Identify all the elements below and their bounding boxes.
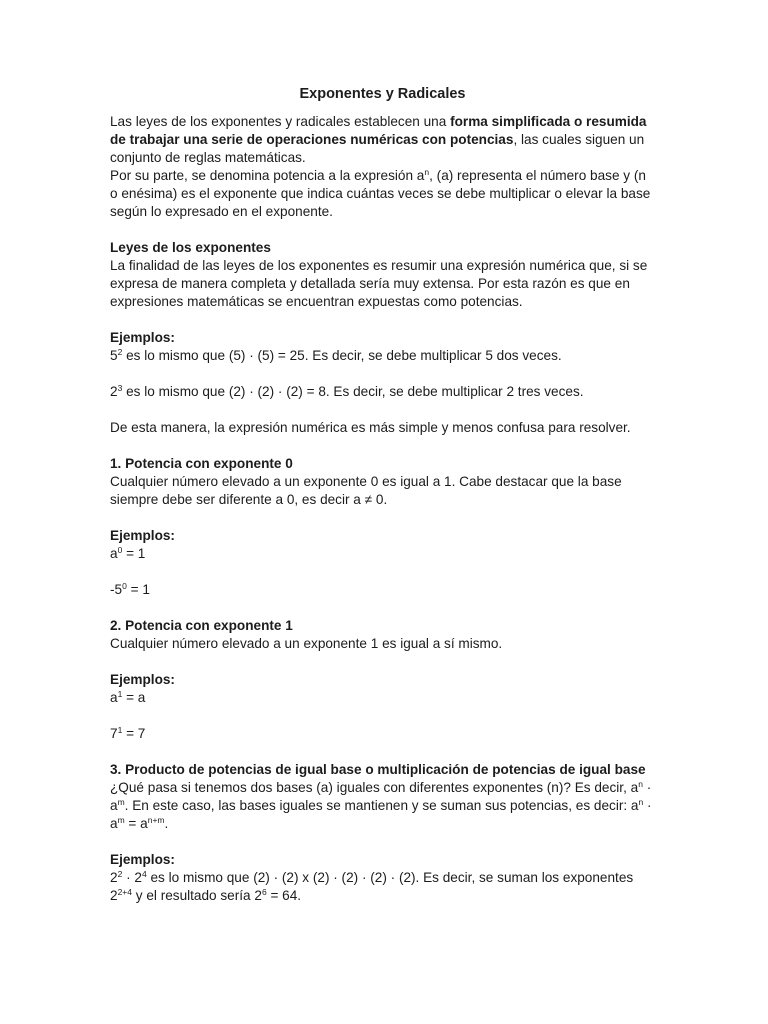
leyes-conclusion: De esta manera, la expresión numérica es más simple y menos confusa para resolver. (110, 420, 631, 435)
document-title: Exponentes y Radicales (299, 86, 466, 102)
section-3-examples-label: Ejemplos: (110, 852, 175, 867)
leyes-examples-label: Ejemplos: (110, 330, 175, 345)
intro-bold-phrase: forma simplificada o resumida de trabajar una serie de operaciones numéricas con potencias (110, 114, 647, 147)
leyes-example-2: $2^3$ es lo mismo que (2) · (2) · (2) = 8. Es decir, se debe multiplicar 2 tres veces. (110, 383, 584, 399)
section-1-example-2: $-5^0 = 1$ (110, 581, 150, 597)
leyes-heading: Leyes de los exponentes (110, 240, 271, 255)
section-2-heading: 2. Potencia con exponente 1 (110, 618, 293, 633)
section-1-heading: 1. Potencia con exponente 0 (110, 456, 293, 471)
section-2-example-2: $7^1 = 7$ (110, 725, 146, 741)
document-page (110, 84, 655, 905)
section-2-examples-label: Ejemplos: (110, 672, 175, 687)
section-3-example-1: $2^2 \cdot 2^4$ es lo mismo que (2) · (2) x (2) · (2) · (2) · (2). Es decir, se suman los exponentes $2^{2+4}$ y el resultado sería $2^6 = 64$. (110, 869, 634, 903)
intro-paragraph-1: Las leyes de los exponentes y radicales establecen una forma simplificada o resumida de trabajar una serie de operaciones numéricas con potencias, las cuales siguen un conjunto de reglas matemáticas. (110, 114, 647, 165)
section-2-text: Cualquier número elevado a un exponente 1 es igual a sí mismo. (110, 636, 503, 651)
section-3-heading: 3. Producto de potencias de igual base o multiplicación de potencias de igual base (110, 762, 646, 777)
section-1-text: Cualquier número elevado a un exponente 0 es igual a 1. Cabe destacar que la base siempre debe ser diferente a 0, es decir a ≠ 0. (110, 474, 622, 507)
section-3-text: ¿Qué pasa si tenemos dos bases (a) iguales con diferentes exponentes (n)? Es decir, $a^n \cdot a^m$. En este caso, las bases iguales se mantienen y se suman sus potencias, es decir: $a^n \cdot a^m = a^{n+m}$. (110, 779, 652, 831)
section-1-examples-label: Ejemplos: (110, 528, 175, 543)
section-1-example-1: $a^0 = 1$ (110, 545, 146, 561)
section-2-example-1: $a^1 = a$ (110, 689, 146, 705)
intro-paragraph-2: Por su parte, se denomina potencia a la expresión $a^n$, (a) representa el número base y (n o enésima) es el exponente que indica cuántas veces se debe multiplicar o elevar la base según lo expresado en el exponente. (110, 167, 651, 219)
leyes-text: La finalidad de las leyes de los exponentes es resumir una expresión numérica que, si se expresa de manera completa y detallada sería muy extensa. Por esta razón es que en expresiones matemáticas se encuentran expuestas como potencias. (110, 258, 648, 309)
leyes-example-1: $5^2$ es lo mismo que (5) · (5) = 25. Es decir, se debe multiplicar 5 dos veces. (110, 347, 562, 363)
